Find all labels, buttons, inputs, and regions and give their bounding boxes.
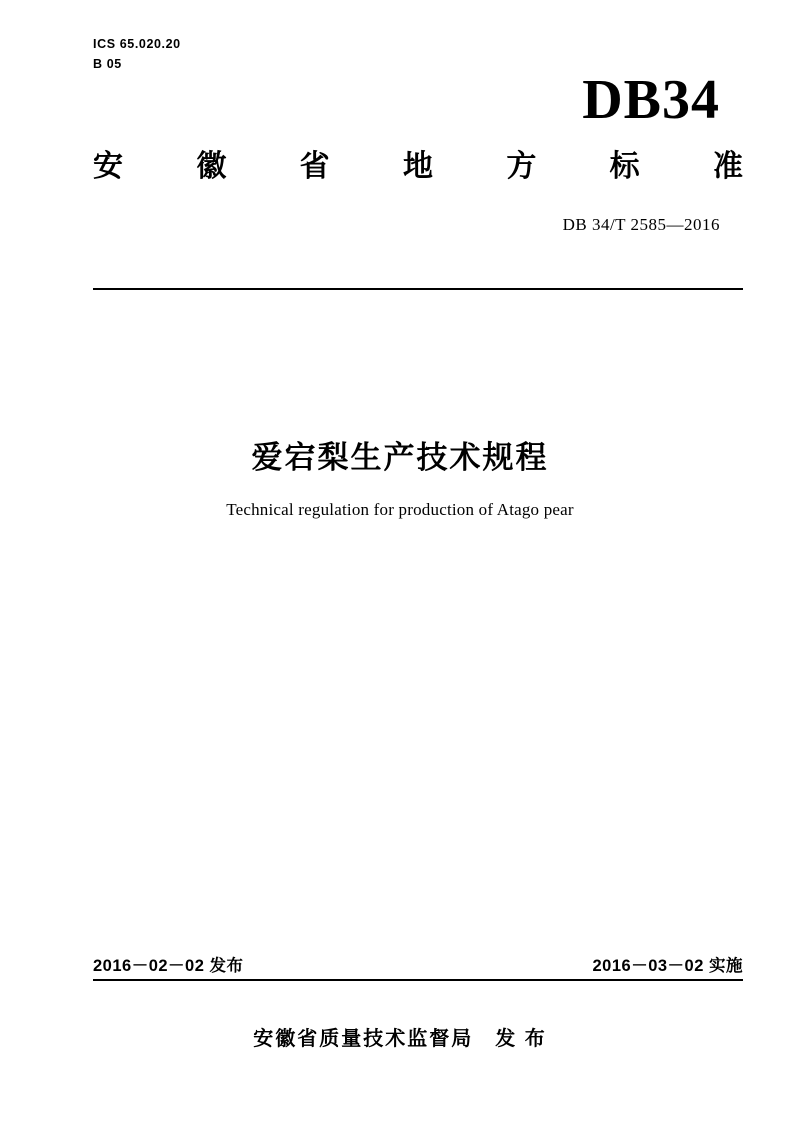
footer-dates (93, 952, 743, 976)
header-char-2: 省 (299, 150, 330, 183)
publisher-line (0, 1022, 800, 1051)
header-divider (93, 288, 743, 290)
standard-header-chinese (93, 148, 743, 186)
header-char-6: 准 (712, 150, 743, 183)
header-char-3: 地 (402, 150, 433, 183)
db34-logo: DB34 (582, 69, 720, 131)
ics-classification-block (93, 34, 181, 74)
ics-code: ICS 65.020.20 (93, 37, 181, 51)
header-char-4: 方 (506, 150, 537, 183)
publisher-action: 发 布 (495, 1028, 547, 1050)
header-char-5: 标 (609, 150, 640, 183)
header-char-1: 徽 (196, 150, 227, 183)
publisher-name: 安徽省质量技术监督局 (253, 1028, 474, 1050)
footer-divider (93, 979, 743, 981)
page-title-english: Technical regulation for production of Atago pear (226, 500, 574, 519)
standard-number: DB 34/T 2585—2016 (562, 215, 720, 234)
page-title: 爱宕梨生产技术规程 (251, 440, 549, 475)
issue-date: 2016－02－02 发布 (93, 957, 244, 975)
effective-date: 2016－03－02 实施 (592, 957, 743, 975)
header-char-0: 安 (93, 150, 123, 183)
ccs-code: B 05 (93, 57, 122, 71)
